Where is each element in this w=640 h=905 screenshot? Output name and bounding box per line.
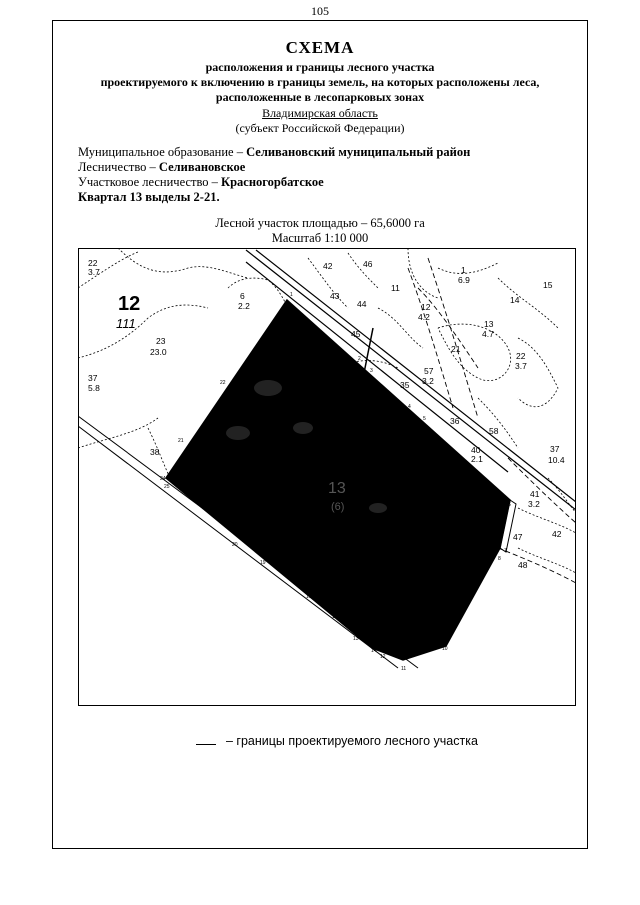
district-label: Участковое лесничество – <box>78 175 218 189</box>
parcel-area: 2.2 <box>238 301 250 311</box>
parcel-num: 57 <box>424 366 434 376</box>
vertex-10: 10 <box>442 646 448 652</box>
parcel-area: 4.2 <box>418 312 430 322</box>
parcel-area: 5.8 <box>88 383 100 393</box>
vertex-25: 25 <box>164 484 170 490</box>
vertex-14: 14 <box>371 648 377 654</box>
parcel-num: 48 <box>518 560 528 570</box>
forestry-label: Лесничество – <box>78 160 156 174</box>
parcel-num: 14 <box>510 295 520 305</box>
vertex-17: 17 <box>306 578 312 584</box>
quarter-12-label: 12 <box>118 293 141 315</box>
parcel-num: 46 <box>363 259 373 269</box>
forestry-value: Селивановское <box>158 160 246 174</box>
parcel-area: 10.4 <box>548 455 565 465</box>
parcel-area: 4.7 <box>482 329 494 339</box>
parcel-num: 37 <box>88 373 98 383</box>
forestry-line <box>78 160 245 175</box>
parcel-area: 3.2 <box>422 376 434 386</box>
parcel-area: 3.2 <box>528 499 540 509</box>
parcel-num: 6 <box>240 291 245 301</box>
parcel-num: 22 <box>88 258 98 268</box>
vertex-22: 22 <box>220 380 226 386</box>
parcel-area: 6.9 <box>458 275 470 285</box>
parcel-num: 37 <box>550 444 560 454</box>
region <box>0 106 640 121</box>
parcel-num: 42 <box>323 261 333 271</box>
area-text: Лесной участок площадью – 65,6000 га <box>215 216 425 230</box>
vertex-8: 8 <box>498 556 501 562</box>
parcel-num: 1 <box>461 265 466 275</box>
region-name: Владимирская область <box>262 106 378 120</box>
parcel-area: 3.7 <box>515 361 527 371</box>
parcel-num: 22 <box>516 351 526 361</box>
parcel-num: 42 <box>552 529 562 539</box>
vertex-15: 15 <box>332 614 338 620</box>
vertex-2: 2 <box>358 356 361 362</box>
parcel-num: 36 <box>450 416 460 426</box>
scale-text: Масштаб 1:10 000 <box>271 231 369 245</box>
vertex-7: 7 <box>504 548 507 554</box>
parcel-num: 44 <box>357 299 367 309</box>
vertex-21: 21 <box>178 438 184 444</box>
legend-line-sample <box>196 744 216 745</box>
document-title: СХЕМА <box>285 38 355 57</box>
parcel-area: 23.0 <box>150 347 167 357</box>
vertex-9: 9 <box>488 560 491 566</box>
forest-map <box>78 248 576 706</box>
parcel-num: 45 <box>351 329 361 339</box>
parcel-num: 23 <box>156 336 166 346</box>
municipality-line <box>78 145 470 160</box>
parcel-num: 15 <box>543 280 553 290</box>
parcel-num: 43 <box>330 291 340 301</box>
parcel-num: 11 <box>391 283 400 293</box>
district-value: Красногорбатское <box>221 175 324 189</box>
legend-text: – границы проектируемого лесного участка <box>226 734 478 748</box>
municipality-value: Селивановский муниципальный район <box>246 145 471 159</box>
quarter-13-label: 13 <box>328 480 346 497</box>
vertex-4: 4 <box>408 404 411 410</box>
vertex-24: 24 <box>160 476 166 482</box>
vertex-5: 5 <box>423 416 426 422</box>
parcel-num: 12 <box>421 302 431 312</box>
subtitle-line-2: проектируемого к включению в границы земель, на которых расположены леса, <box>100 75 540 89</box>
parcel-num: 58 <box>489 426 499 436</box>
parcel-area: 3.7 <box>88 267 100 277</box>
parcel-num: 13 <box>484 319 494 329</box>
vertex-3: 3 <box>370 368 373 374</box>
parcel-num: 41 <box>530 489 540 499</box>
parcel-num: 35 <box>400 380 410 390</box>
subtitle-line-1: расположения и границы лесного участка <box>205 60 435 74</box>
vertex-11: 11 <box>401 666 407 672</box>
vertex-13: 13 <box>353 636 359 642</box>
municipality-label: Муниципальное образование – <box>78 145 243 159</box>
vertex-1: 1 <box>290 292 293 298</box>
quarter-13-sub: (6) <box>331 501 345 513</box>
parcel-num: 38 <box>150 447 160 457</box>
parcel-num: 21 <box>451 344 461 354</box>
vertex-6: 6 <box>508 502 511 508</box>
quarter-value: Квартал 13 выделы 2-21. <box>78 190 220 204</box>
vertex-23: 23 <box>186 488 192 494</box>
quarter-12-sub: 111 <box>116 316 136 331</box>
region-note: (субъект Российской Федерации) <box>235 121 405 135</box>
parcel-area: 2.1 <box>471 454 483 464</box>
district-line <box>78 175 324 190</box>
vertex-20: 20 <box>232 542 238 548</box>
vertex-18: 18 <box>284 562 290 568</box>
vertex-12: 12 <box>380 654 386 660</box>
vertex-19: 19 <box>260 560 266 566</box>
page-number: 105 <box>311 4 329 18</box>
parcel-num: 47 <box>513 532 523 542</box>
parcel-num: 40 <box>471 445 481 455</box>
vertex-16: 16 <box>306 594 312 600</box>
quarter-line <box>78 190 220 205</box>
subtitle-line-3: расположенные в лесопарковых зонах <box>215 90 425 104</box>
